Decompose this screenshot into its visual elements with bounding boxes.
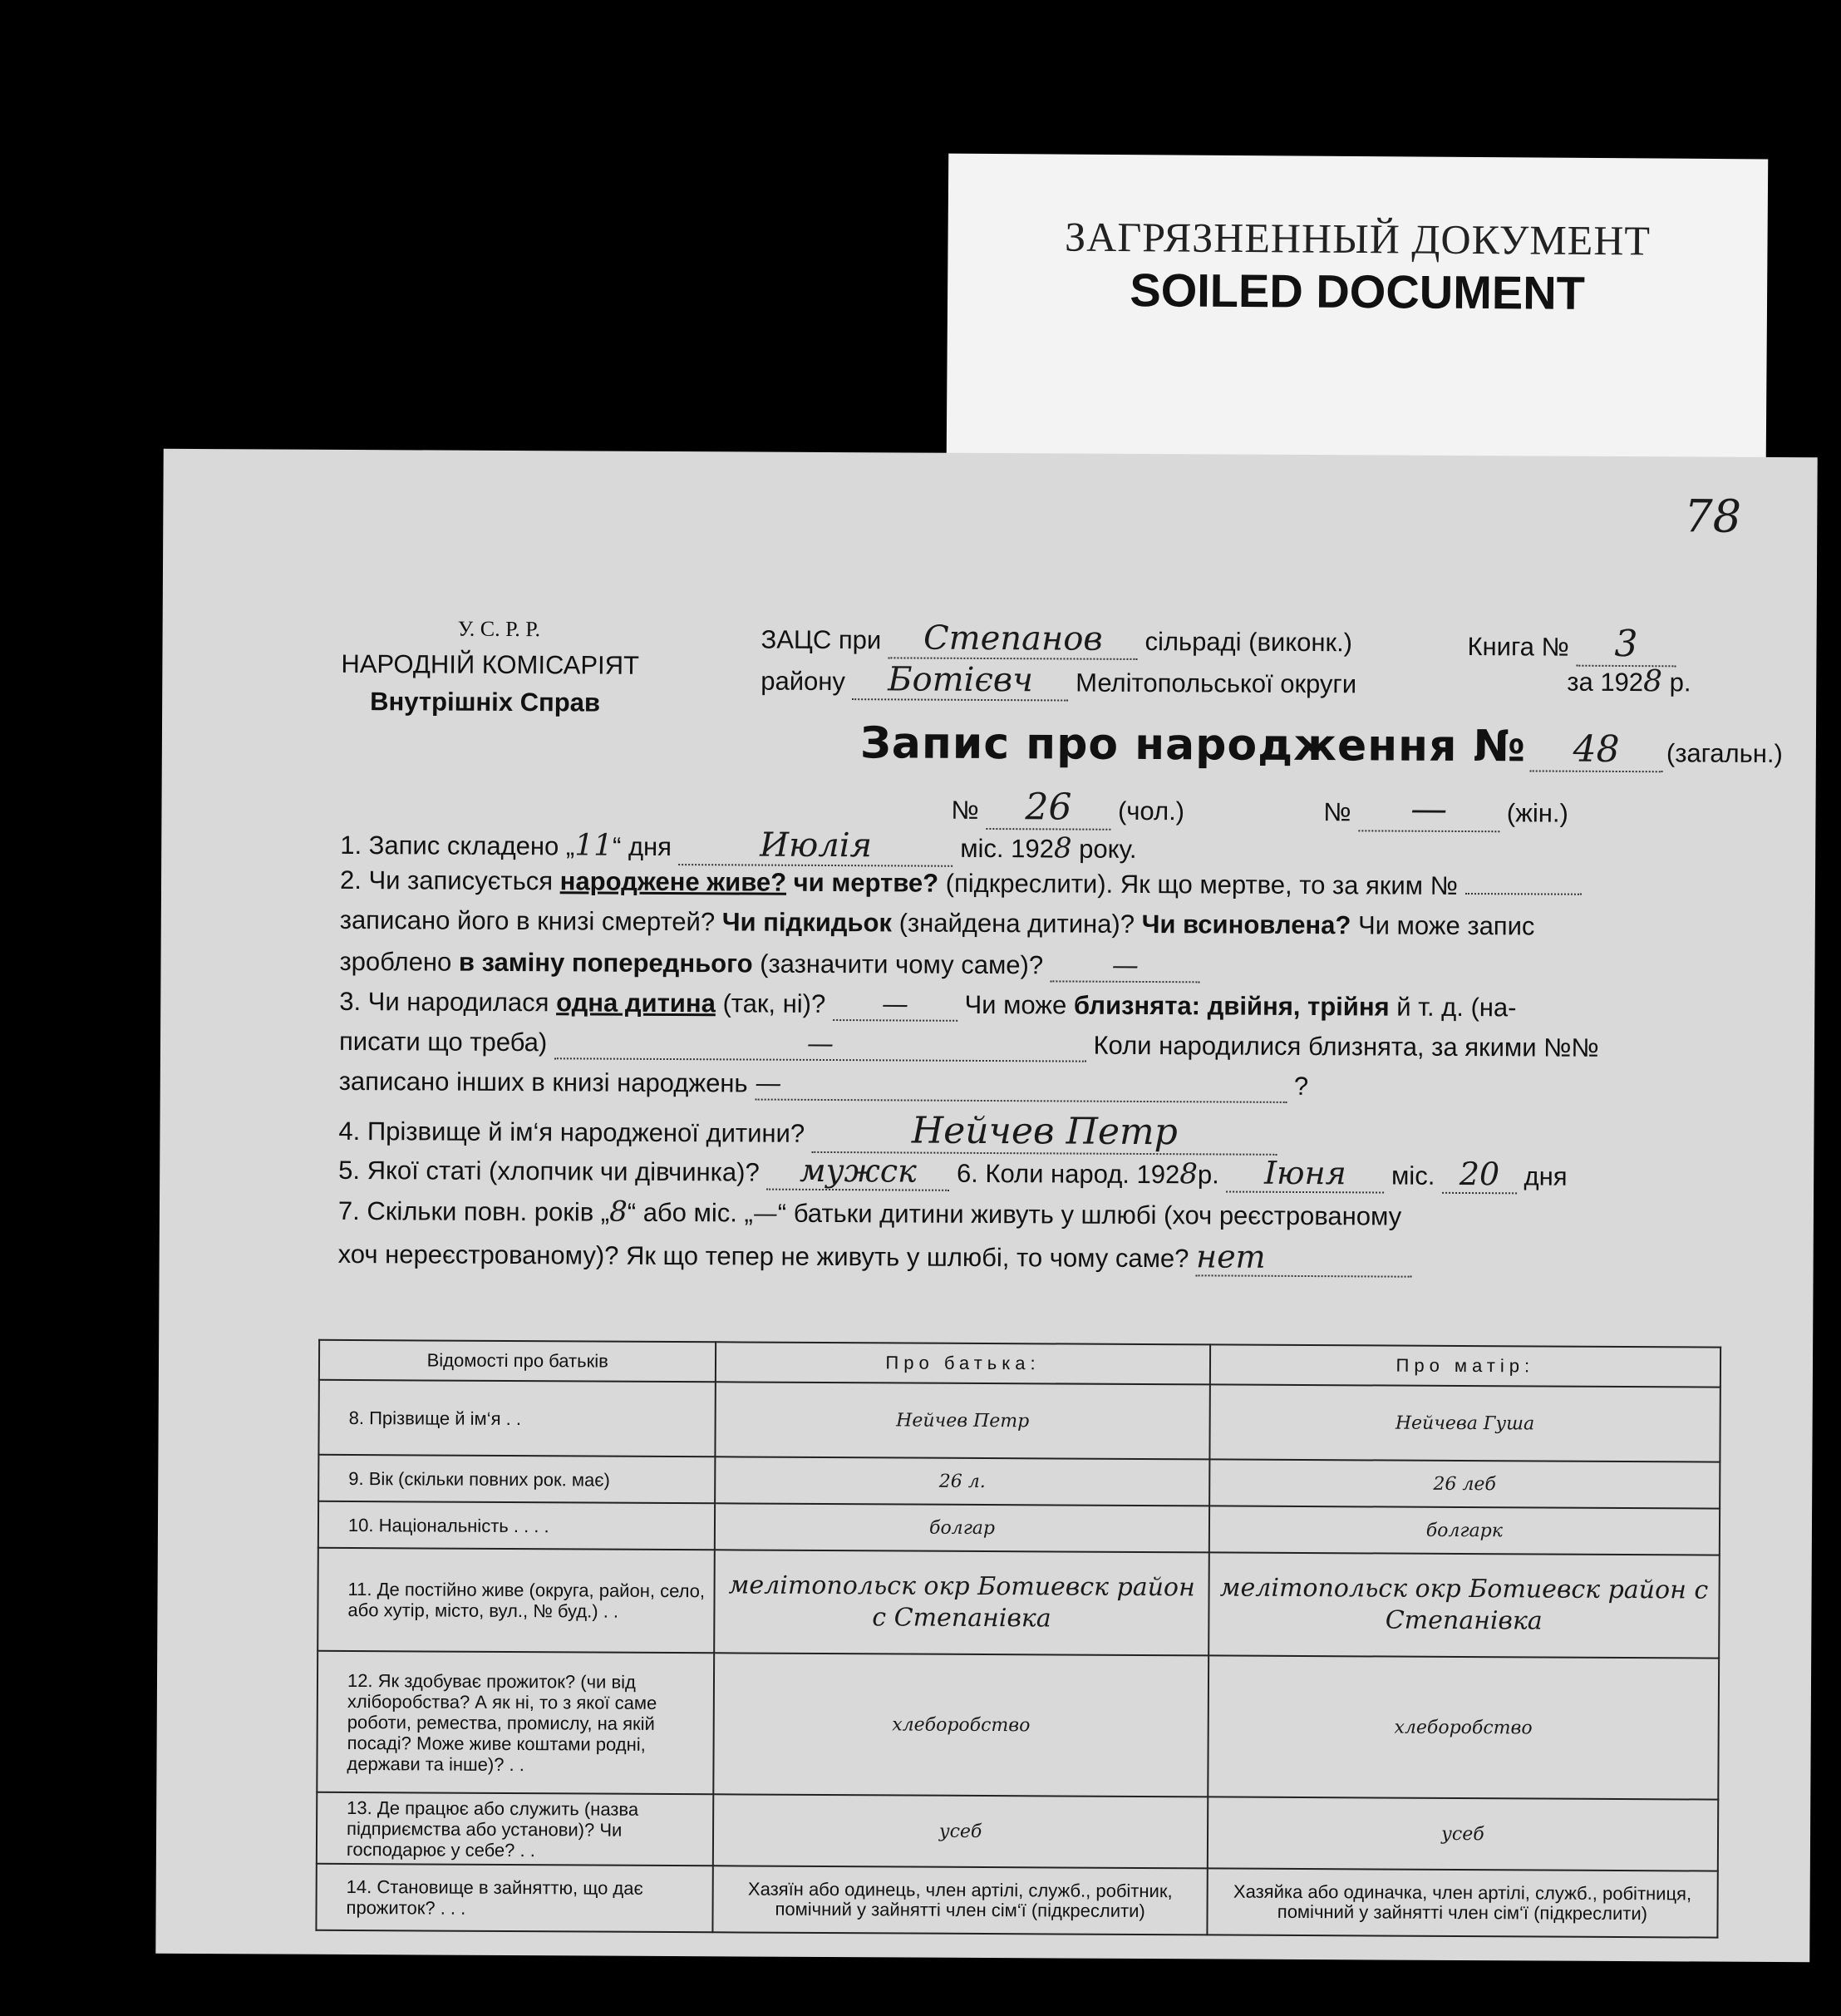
q3-l3-b: ? <box>1293 1071 1309 1102</box>
q1-day: 11 <box>574 828 613 863</box>
table-row <box>317 1548 1720 1659</box>
q6-year-suffix: р. <box>1197 1160 1219 1190</box>
q2-l1-c: чи мертве? <box>793 867 939 898</box>
q7-l1-a: 7. Скільки повн. років „ <box>337 1195 610 1227</box>
row-question: 12. Як здобуває прожиток? (чи від хліборобства? А як ні, то з якої саме роботи, ремества, промислу, на якій посаді? Може живе коштами родні, держави та інше)? . . <box>317 1651 714 1794</box>
q3-other-numbers: — <box>755 1067 1287 1103</box>
father-answer: мелітопольск окр Ботиевск район с Степанівка <box>715 1550 1209 1655</box>
table-row <box>316 1864 1717 1938</box>
okrug-label: Мелітопольської округи <box>1076 668 1357 699</box>
question-3-line-1 <box>339 985 1516 1024</box>
mother-answer: болгарк <box>1209 1506 1720 1555</box>
q3-l1-d: Чи може <box>964 989 1067 1020</box>
zags-prefix: ЗАЦС при <box>761 624 882 655</box>
mother-occupation-status: Хазяйка або одиначка, член артілі, служб., робітниця, помічний у зайнятті член сім‘ї (підкреслити) <box>1207 1868 1718 1937</box>
q2-l2-e: Чи може запис <box>1357 910 1535 941</box>
question-2-line-3 <box>339 945 1199 983</box>
birth-year: 8 <box>1179 1157 1199 1191</box>
label-ru: ЗАГРЯЗНЕННЫЙ ДОКУМЕНТ <box>1064 213 1651 264</box>
label-en: SOILED DOCUMENT <box>1130 264 1586 319</box>
birth-month: Іюня <box>1226 1155 1384 1194</box>
female-prefix: № <box>1323 797 1351 827</box>
question-3-line-2 <box>339 1025 1599 1065</box>
q6-day-suffix: дня <box>1524 1161 1568 1191</box>
q7-l2-a: хоч нереєстрованому)? Як що тепер не живуть у шлюбі, то чому саме? <box>337 1239 1189 1274</box>
village-name: Степанов <box>889 619 1138 660</box>
q2-l2-b: Чи підкидьок <box>721 907 893 938</box>
q1-prefix: 1. Запис складено „ <box>340 830 575 861</box>
table-row <box>317 1792 1718 1871</box>
male-number: 26 <box>986 786 1110 831</box>
father-answer: болгар <box>715 1503 1209 1552</box>
header-father: Про батька: <box>716 1342 1210 1384</box>
record-title-line <box>860 718 1783 773</box>
header-info: Відомості про батьків <box>319 1340 716 1382</box>
row-question: 9. Вік (скільки повних рок. має) <box>318 1455 716 1503</box>
ussr-label: У. С. Р. Р. <box>457 616 541 642</box>
male-female-line <box>951 786 1568 833</box>
table-row <box>318 1455 1720 1509</box>
q2-l3-a: зроблено <box>339 946 452 977</box>
row-question: 13. Де працює або служить (назва підприємства або установи)? Чи господарює у себе? . . <box>317 1792 714 1866</box>
row-question: 10. Національність . . . . <box>318 1501 716 1550</box>
q1-month: Июлія <box>679 826 953 867</box>
q2-replacement-answer: — <box>1051 949 1200 983</box>
question-4 <box>338 1107 1277 1156</box>
q1-year-prefix: міс. 192 <box>960 833 1055 864</box>
row-question: 14. Становище в зайняттю, що дає прожиток? . . . <box>316 1864 713 1932</box>
mother-answer: Нейчева Гуша <box>1209 1384 1720 1461</box>
q1-day-suffix: “ дня <box>612 831 672 862</box>
q3-l1-c: (так, ні)? <box>722 988 826 1018</box>
total-number: 48 <box>1529 727 1662 772</box>
female-label: (жін.) <box>1506 798 1568 828</box>
father-occupation-status: Хазяїн або одинець, член артілі, служб., робітник, помічний у зайнятті член сім‘ї (підкреслити) <box>713 1866 1208 1935</box>
total-label: (загальн.) <box>1666 738 1783 769</box>
mother-answer: усеб <box>1208 1797 1719 1871</box>
book-line <box>1467 622 1676 667</box>
q5-label: 5. Якої статі (хлопчик чи дівчинка)? <box>338 1155 760 1187</box>
question-2-line-1 <box>340 865 1582 902</box>
q2-l3-b: в заміну попереднього <box>458 947 753 978</box>
table-row <box>318 1501 1720 1555</box>
parents-table <box>315 1339 1721 1939</box>
row-question: 8. Прізвище й ім‘я . . <box>318 1380 716 1457</box>
book-number: 3 <box>1576 623 1676 668</box>
q7-l1-b: “ або міс. „ <box>627 1197 753 1228</box>
child-name: Нейчев Петр <box>812 1109 1277 1156</box>
q2-l2-a: записано його в книзі смертей? <box>339 904 716 937</box>
q3-l3-a: записано інших в книзі народжень <box>338 1066 748 1098</box>
zags-line <box>761 619 1352 662</box>
q6-label: 6. Коли народ. 192 <box>956 1158 1180 1190</box>
table-row <box>318 1380 1720 1462</box>
district-label: району <box>761 666 846 697</box>
q2-l3-c: (зазначити чому саме)? <box>760 949 1044 980</box>
table-row <box>317 1651 1719 1800</box>
q3-l2-b: Коли народилися близнята, за якими №№ <box>1093 1030 1599 1062</box>
q1-year: 8 <box>1053 831 1072 865</box>
question-3-line-3 <box>339 1065 1309 1103</box>
marriage-years: 8 <box>609 1195 628 1229</box>
q2-number-field <box>1464 893 1581 895</box>
q3-l1-a: 3. Чи народилася <box>339 986 549 1018</box>
q2-l1-a: 2. Чи записується <box>339 865 554 896</box>
male-label: (чол.) <box>1117 796 1185 826</box>
page-number: 78 <box>1684 490 1742 543</box>
q2-l1-b: народжене живе? <box>559 866 787 897</box>
q3-l1-f: й т. д. (на- <box>1396 992 1517 1023</box>
question-7-line-2 <box>338 1234 1413 1278</box>
q1-suffix: року. <box>1079 834 1137 864</box>
header-mother: Про матір: <box>1210 1344 1721 1387</box>
commissariat-line2: Внутрішніх Справ <box>370 687 601 717</box>
father-answer: Нейчев Петр <box>716 1382 1210 1459</box>
question-5-6 <box>338 1150 1568 1195</box>
commissariat-line1: НАРОДНІЙ КОМІСАРІЯТ <box>341 648 640 680</box>
table-header <box>319 1340 1720 1388</box>
q7-l1-c: “ батьки дитини живуть у шлюбі (хоч реєстрованому <box>777 1198 1402 1231</box>
mother-answer: хлеборобство <box>1208 1655 1719 1799</box>
year-suffix: р. <box>1669 668 1691 697</box>
question-7-line-1 <box>338 1194 1401 1233</box>
q2-l2-d: Чи всиновлена? <box>1141 909 1351 940</box>
soiled-document-label <box>947 154 1769 461</box>
father-answer: усеб <box>713 1794 1208 1868</box>
q3-l1-b: одна дитина <box>556 988 716 1018</box>
female-number: — <box>1358 787 1499 832</box>
year-label: за 192 <box>1567 667 1644 697</box>
question-2-line-2 <box>340 905 1535 942</box>
q3-single-answer: — <box>833 988 957 1022</box>
q3-l1-e: близнята: двійня, трійня <box>1073 990 1390 1022</box>
marriage-months: — <box>752 1199 778 1229</box>
father-answer: хлеборобство <box>714 1653 1208 1797</box>
year-digit: 8 <box>1643 664 1663 699</box>
book-label: Книга № <box>1467 632 1569 662</box>
q6-month-suffix: міс. <box>1391 1161 1435 1190</box>
q2-l2-c: (знайдена дитина)? <box>898 908 1135 939</box>
district-name: Ботієвч <box>852 660 1068 701</box>
q2-l1-d: (підкреслити). Як що мертве, то за яким № <box>945 868 1458 900</box>
male-prefix: № <box>951 795 979 825</box>
birth-record-sheet <box>155 449 1817 1962</box>
question-1 <box>340 824 1137 868</box>
row-question: 11. Де постійно живе (округа, район, село, або хутір, місто, вул., № буд.) . . <box>317 1548 715 1653</box>
mother-answer: 26 леб <box>1209 1459 1720 1508</box>
birth-day: 20 <box>1442 1156 1517 1194</box>
q4-label: 4. Прізвище й ім‘я народженої дитини? <box>338 1116 805 1148</box>
district-line <box>761 660 1356 703</box>
child-sex: мужск <box>766 1152 949 1191</box>
year-line <box>1567 664 1691 699</box>
q3-l2-a: писати що треба) <box>338 1026 548 1057</box>
father-answer: 26 л. <box>716 1457 1210 1506</box>
record-title: Запис про народження № <box>859 718 1527 772</box>
village-suffix: сільраді (виконк.) <box>1144 626 1353 658</box>
q3-twins-answer: — <box>554 1026 1086 1062</box>
not-married-reason: нет <box>1196 1238 1412 1277</box>
mother-answer: мелітопольск окр Ботиевск район с Степанівка <box>1208 1552 1720 1658</box>
